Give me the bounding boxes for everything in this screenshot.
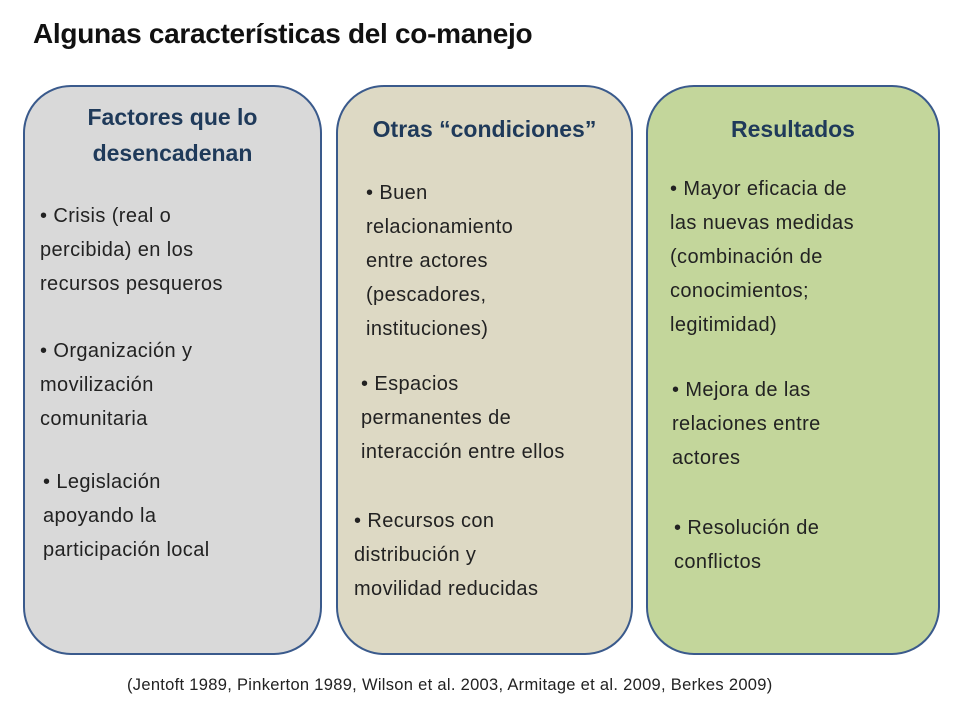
condition-bullet-1: • Buen relacionamiento entre actores (pescadores, instituciones) xyxy=(366,182,514,340)
result-bullet-1: • Mayor eficacia de las nuevas medidas (combinación de conocimientos; legitimidad) xyxy=(670,178,854,336)
condition-bullet-3: • Recursos con distribución y movilidad reducidas xyxy=(354,510,539,600)
panel-triggering-factors-heading: Factores que lo desencadenan xyxy=(87,104,258,166)
triggering-factor-bullet-3: • Legislación apoyando la participación local xyxy=(43,471,210,561)
result-bullet-3: • Resolución de conflictos xyxy=(674,517,820,573)
panel-results-heading: Resultados xyxy=(731,116,855,142)
triggering-factor-bullet-2: • Organización y movilización comunitaria xyxy=(40,340,193,430)
triggering-factor-bullet-1: • Crisis (real o percibida) en los recursos pesqueros xyxy=(40,205,223,295)
page-title: Algunas características del co-manejo xyxy=(33,18,533,49)
condition-bullet-2: • Espacios permanentes de interacción entre ellos xyxy=(361,373,565,463)
result-bullet-2: • Mejora de las relaciones entre actores xyxy=(672,379,821,469)
citation-references: (Jentoft 1989, Pinkerton 1989, Wilson et al. 2003, Armitage et al. 2009, Berkes 2009) xyxy=(127,676,773,694)
panel-other-conditions-heading: Otras “condiciones” xyxy=(372,116,597,142)
